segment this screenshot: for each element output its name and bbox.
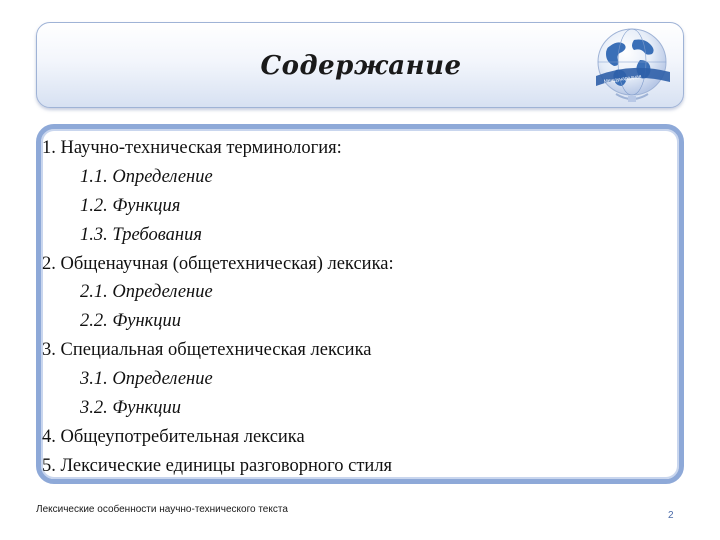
title-banner [36,22,684,108]
svg-text:Международная: Международная [603,73,642,85]
toc-subitem: 1.3. Требования [80,224,202,245]
toc-subitem: 3.1. Определение [80,369,213,390]
toc-subitem: 3.2. Функции [80,398,182,419]
slide-title: Содержание [260,51,462,81]
toc-item: 1. Научно-техническая терминология: [42,138,342,158]
toc-item: 4. Общеупотребительная лексика [42,426,305,447]
footer-caption: Лексические особенности научно-технического текста [36,504,288,515]
table-of-contents [42,134,642,481]
toc-item: 2. Общенаучная (общетехническая) лексика: [42,253,394,274]
toc-subitem: 2.2. Функции [80,311,182,332]
page-number: 2 [668,510,674,521]
toc-item: 3. Специальная общетехническая лексика [42,340,372,361]
toc-subitem: 1.1. Определение [80,166,213,187]
toc-item: 5. Лексические единицы разговорного стиля [42,455,393,476]
toc-subitem: 2.1. Определение [80,282,213,303]
toc-subitem: 1.2. Функция [80,195,181,216]
globe-logo-icon [590,26,674,106]
